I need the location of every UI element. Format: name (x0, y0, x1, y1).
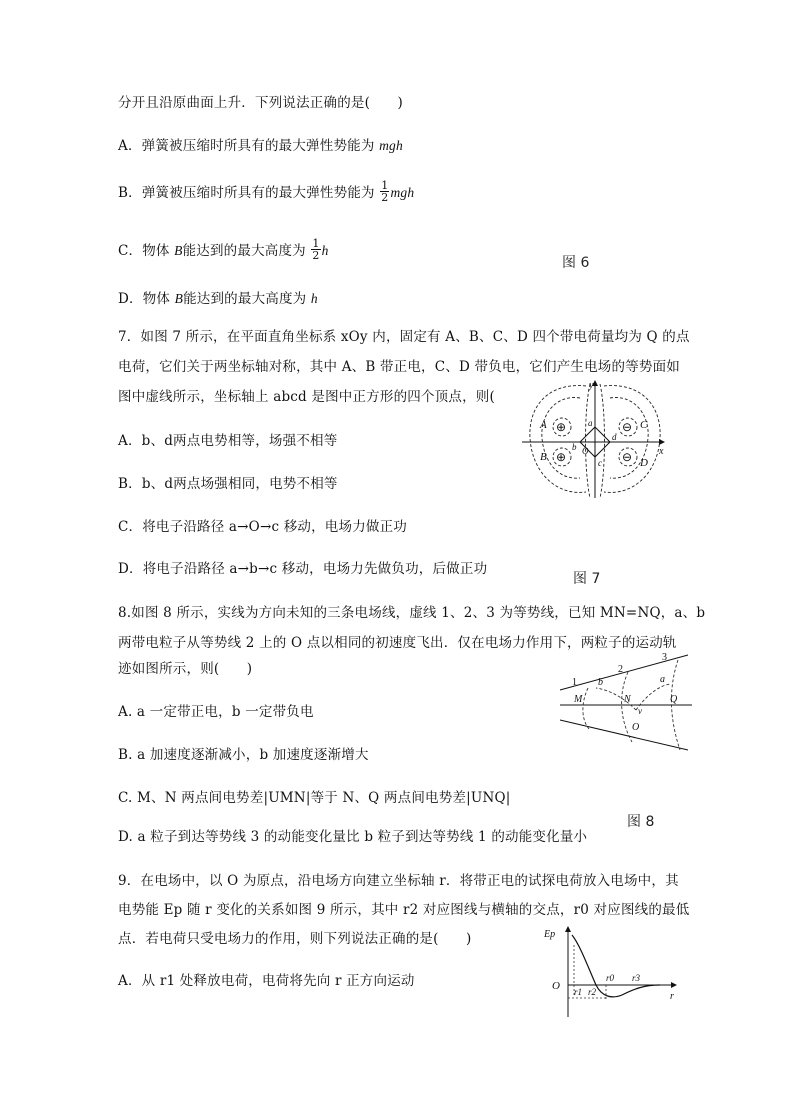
q7-stem-line-3: 图中虚线所示，坐标轴上 abcd 是图中正方形的四个顶点，则( (118, 389, 495, 405)
label-O: O (632, 722, 640, 733)
figure-7-diagram (520, 380, 670, 500)
q7-stem-line-2: 电荷，它们关于两坐标轴对称，其中 A、B 带正电，C、D 带负电，它们产生电场的等势面如 (118, 359, 680, 375)
label-D: D (640, 457, 648, 469)
q9-option-a: A．从 r1 处释放电荷，电荷将先向 r 正方向运动 (118, 973, 415, 989)
figure-7-label: 图 7 (573, 571, 601, 587)
label-O: O (582, 446, 589, 456)
q6-option-c-post: 能达到的最大高度为 (182, 243, 306, 259)
ep-axis-arrow (565, 926, 571, 932)
q6-option-d (118, 290, 318, 308)
q6-option-d-math: h (310, 291, 318, 306)
label-b: b (598, 677, 603, 688)
figure-6-label: 图 6 (562, 255, 590, 271)
charge-d-symbol: ⊖ (622, 450, 633, 464)
label-B: B (540, 451, 547, 463)
q8-option-b: B. a 加速度逐渐减小，b 加速度逐渐增大 (118, 747, 369, 763)
fraction-denominator: 2 (312, 249, 320, 262)
q8-stem-line-1: 8.如图 8 所示，实线为方向未知的三条电场线，虚线 1、2、3 为等势线，已知 MN=NQ，a、b (118, 605, 706, 621)
q6-option-a-math: mgh (379, 138, 403, 153)
equipotential-center-right (600, 384, 605, 498)
q7-option-b: B．b、d两点场强相同，电势不相等 (118, 476, 338, 492)
label-N: N (624, 694, 631, 705)
r-axis-arrow (671, 982, 677, 988)
fraction-numerator: 1 (312, 237, 320, 250)
q6-option-b-text: B．弹簧被压缩时所具有的最大弹性势能为 (118, 185, 375, 201)
label-r1: r1 (574, 987, 583, 997)
q7-option-c: C．将电子沿路径 a→O→c 移动，电场力做正功 (118, 519, 408, 535)
q9-stem-line-3: 点．若电荷只受电场力的作用，则下列说法正确的是( ) (118, 931, 472, 947)
q8-stem-line-3: 迹如图所示，则( ) (118, 661, 253, 677)
charge-c-symbol: ⊖ (622, 420, 633, 434)
label-A: A (540, 419, 547, 431)
label-r3: r3 (632, 973, 641, 983)
label-3: 3 (662, 652, 667, 663)
q7-option-a: A．b、d两点电势相等，场强不相等 (118, 433, 338, 449)
q6-option-d-var: B (174, 291, 184, 306)
q9-stem-line-1: 9．在电场中，以 O 为原点，沿电场方向建立坐标轴 r．将带正电的试探电荷放入电场中，其 (118, 873, 679, 889)
q6-option-b-math: mgh (390, 185, 415, 200)
equipotential-1 (583, 688, 590, 730)
figure-8-diagram (560, 650, 700, 750)
field-line-bottom (560, 720, 688, 750)
q8-stem-line-2: 两带电粒子从等势线 2 上的 O 点以相同的初速度飞出．仅在电场力作用下，两粒子的运动轨 (118, 635, 677, 651)
q6-option-b (118, 179, 415, 205)
label-x: x (659, 446, 664, 457)
figure-8-label: 图 8 (627, 814, 655, 830)
q6-option-d-post: 能达到的最大高度为 (183, 291, 311, 307)
label-C: C (640, 419, 648, 431)
label-c: c (598, 458, 602, 468)
x-axis-arrow (659, 439, 665, 445)
figure-9-graph (540, 925, 680, 1020)
label-a: a (588, 418, 593, 428)
label-r2: r2 (588, 987, 597, 997)
label-b: b (572, 442, 577, 452)
fraction-numerator: 1 (381, 179, 389, 192)
equipotential-center-left (586, 384, 591, 498)
label-v: v (638, 706, 642, 716)
field-line-top (560, 655, 688, 690)
label-a: a (660, 674, 665, 685)
q6-option-c-math: h (321, 243, 329, 258)
q6-option-c-pre: C．物体 (118, 243, 175, 259)
charge-b-symbol: ⊕ (556, 450, 567, 464)
q7-stem-line-1: 7．如图 7 所示，在平面直角坐标系 xOy 内，固定有 A、B、C、D 四个带电荷量均为 Q 的点 (118, 329, 690, 345)
q6-option-c-var: B (174, 243, 183, 258)
q6-option-a (118, 137, 403, 155)
fraction-denominator: 2 (381, 191, 389, 204)
q6-option-c-fraction (311, 238, 320, 261)
label-Q: Q (670, 694, 678, 705)
ep-curve (572, 935, 660, 997)
q8-option-a: A. a 一定带正电，b 一定带负电 (118, 704, 314, 720)
label-2: 2 (618, 664, 623, 675)
label-1: 1 (572, 677, 577, 688)
q6-intro: 分开且沿原曲面上升．下列说法正确的是( ) (118, 95, 403, 111)
q7-option-d: D．将电子沿路径 a→b→c 移动，电场力先做负功，后做正功 (118, 561, 488, 577)
label-M: M (574, 694, 583, 705)
equipotential-outer-left (530, 386, 586, 493)
q8-option-c: C. M、N 两点间电势差|UMN|等于 N、Q 两点间电势差|UNQ| (118, 790, 511, 806)
label-O: O (552, 980, 560, 992)
q8-option-d: D. a 粒子到达等势线 3 的动能变化量比 b 粒子到达等势线 1 的动能变化量小 (118, 829, 588, 845)
q9-stem-line-2: 电势能 Ep 随 r 变化的关系如图 9 所示，其中 r2 对应图线与横轴的交点，r0 对应图线的最低 (118, 902, 690, 918)
charge-a-symbol: ⊕ (556, 420, 567, 434)
label-d: d (612, 432, 617, 442)
q6-option-a-text: A．弹簧被压缩时所具有的最大弹性势能为 (118, 138, 375, 154)
label-Ep: Ep (544, 929, 556, 940)
q6-option-c (118, 237, 329, 263)
label-r0: r0 (606, 973, 615, 983)
label-y: y (589, 380, 594, 391)
equipotential-2 (622, 672, 632, 742)
q6-option-d-pre: D．物体 (118, 291, 175, 307)
q6-option-b-fraction (380, 180, 389, 203)
label-r: r (670, 991, 674, 1002)
